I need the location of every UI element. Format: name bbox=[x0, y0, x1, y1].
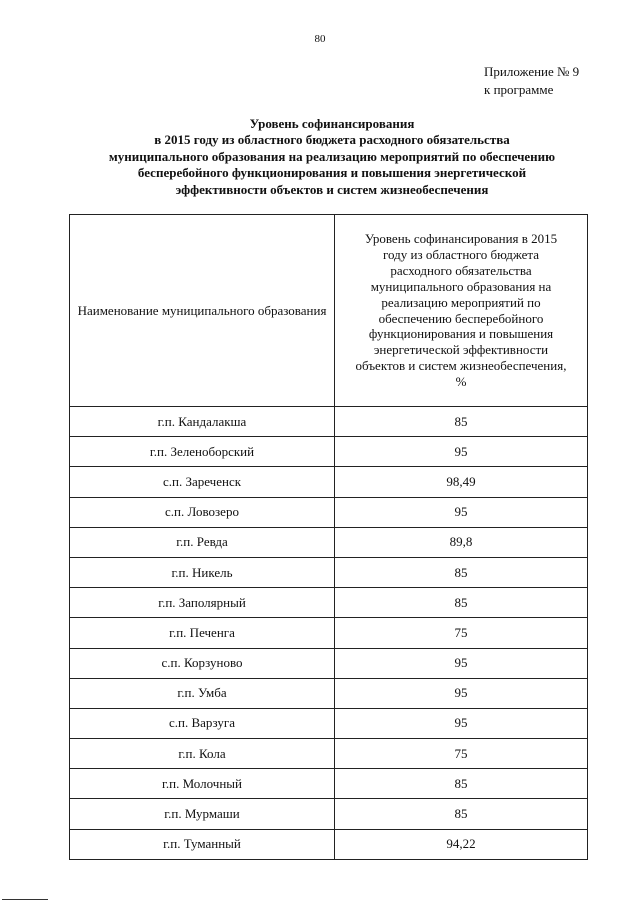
municipality-name-cell: с.п. Варзуга bbox=[70, 708, 335, 738]
table-row bbox=[70, 678, 588, 708]
table-row bbox=[70, 467, 588, 497]
title-line: муниципального образования на реализацию мероприятий по обеспечению bbox=[108, 148, 556, 164]
header-level-line: Уровень софинансирования в 2015 bbox=[364, 230, 558, 246]
header-level-line: функционирования и повышения bbox=[368, 326, 554, 342]
title-line: в 2015 году из областного бюджета расходного обязательства bbox=[154, 132, 510, 148]
header-level-line: обеспечению бесперебойного bbox=[378, 310, 544, 326]
page-number: 80 bbox=[314, 33, 326, 45]
cofinancing-value-cell: 85 bbox=[335, 588, 588, 618]
cofinancing-value-cell: 95 bbox=[335, 497, 588, 527]
title-line: Уровень софинансирования bbox=[249, 116, 415, 131]
municipality-name-cell: г.п. Кола bbox=[70, 739, 335, 769]
cofinancing-value-cell: 85 bbox=[335, 557, 588, 587]
municipality-name-cell: г.п. Заполярный bbox=[70, 588, 335, 618]
appendix-note bbox=[484, 63, 579, 99]
table-row bbox=[70, 799, 588, 829]
cofinancing-value-cell: 85 bbox=[335, 769, 588, 799]
municipality-name-cell: с.п. Корзуново bbox=[70, 648, 335, 678]
cofinancing-value-cell: 89,8 bbox=[335, 527, 588, 557]
table-row bbox=[70, 708, 588, 738]
table-row bbox=[70, 739, 588, 769]
cofinancing-table bbox=[69, 214, 588, 860]
header-level-line: % bbox=[455, 374, 467, 390]
cofinancing-value-cell: 95 bbox=[335, 678, 588, 708]
table-row bbox=[70, 829, 588, 859]
municipality-name-cell: г.п. Зеленоборский bbox=[70, 437, 335, 467]
table-row bbox=[70, 769, 588, 799]
municipality-name-cell: с.п. Ловозеро bbox=[70, 497, 335, 527]
municipality-name-cell: г.п. Мурмаши bbox=[70, 799, 335, 829]
cofinancing-value-cell: 85 bbox=[335, 407, 588, 437]
table-row bbox=[70, 557, 588, 587]
table-row bbox=[70, 407, 588, 437]
table-row bbox=[70, 588, 588, 618]
municipality-name-cell: г.п. Умба bbox=[70, 678, 335, 708]
header-level-line: расходного обязательства bbox=[390, 262, 532, 278]
table-header-row bbox=[70, 215, 588, 407]
title-line: бесперебойного функционирования и повышения энергетической bbox=[137, 165, 527, 181]
document-title bbox=[40, 116, 624, 198]
appendix-line-2: к программе bbox=[484, 82, 554, 97]
header-cofinancing-level bbox=[335, 215, 588, 407]
header-level-line: году из областного бюджета bbox=[382, 246, 540, 262]
cofinancing-value-cell: 95 bbox=[335, 437, 588, 467]
municipality-name-cell: г.п. Печенга bbox=[70, 618, 335, 648]
header-municipality-name: Наименование муниципального образования bbox=[70, 215, 335, 407]
cofinancing-value-cell: 85 bbox=[335, 799, 588, 829]
cofinancing-value-cell: 75 bbox=[335, 618, 588, 648]
municipality-name-cell: с.п. Зареченск bbox=[70, 467, 335, 497]
title-line: эффективности объектов и систем жизнеобеспечения bbox=[175, 181, 489, 197]
municipality-name-cell: г.п. Молочный bbox=[70, 769, 335, 799]
table-row bbox=[70, 618, 588, 648]
header-level-line: объектов и систем жизнеобеспечения, bbox=[355, 358, 567, 374]
header-level-line: энергетической эффективности bbox=[373, 342, 549, 358]
municipality-name-cell: г.п. Никель bbox=[70, 557, 335, 587]
table-row bbox=[70, 497, 588, 527]
footer-divider bbox=[2, 899, 48, 900]
appendix-line-1: Приложение № 9 bbox=[484, 64, 580, 79]
table-row bbox=[70, 527, 588, 557]
cofinancing-value-cell: 98,49 bbox=[335, 467, 588, 497]
cofinancing-value-cell: 94,22 bbox=[335, 829, 588, 859]
cofinancing-value-cell: 95 bbox=[335, 648, 588, 678]
table-row bbox=[70, 437, 588, 467]
header-level-line: реализацию мероприятий по bbox=[381, 294, 541, 310]
table-row bbox=[70, 648, 588, 678]
municipality-name-cell: г.п. Ревда bbox=[70, 527, 335, 557]
cofinancing-value-cell: 95 bbox=[335, 708, 588, 738]
municipality-name-cell: г.п. Туманный bbox=[70, 829, 335, 859]
cofinancing-value-cell: 75 bbox=[335, 739, 588, 769]
municipality-name-cell: г.п. Кандалакша bbox=[70, 407, 335, 437]
header-level-line: муниципального образования на bbox=[370, 278, 552, 294]
